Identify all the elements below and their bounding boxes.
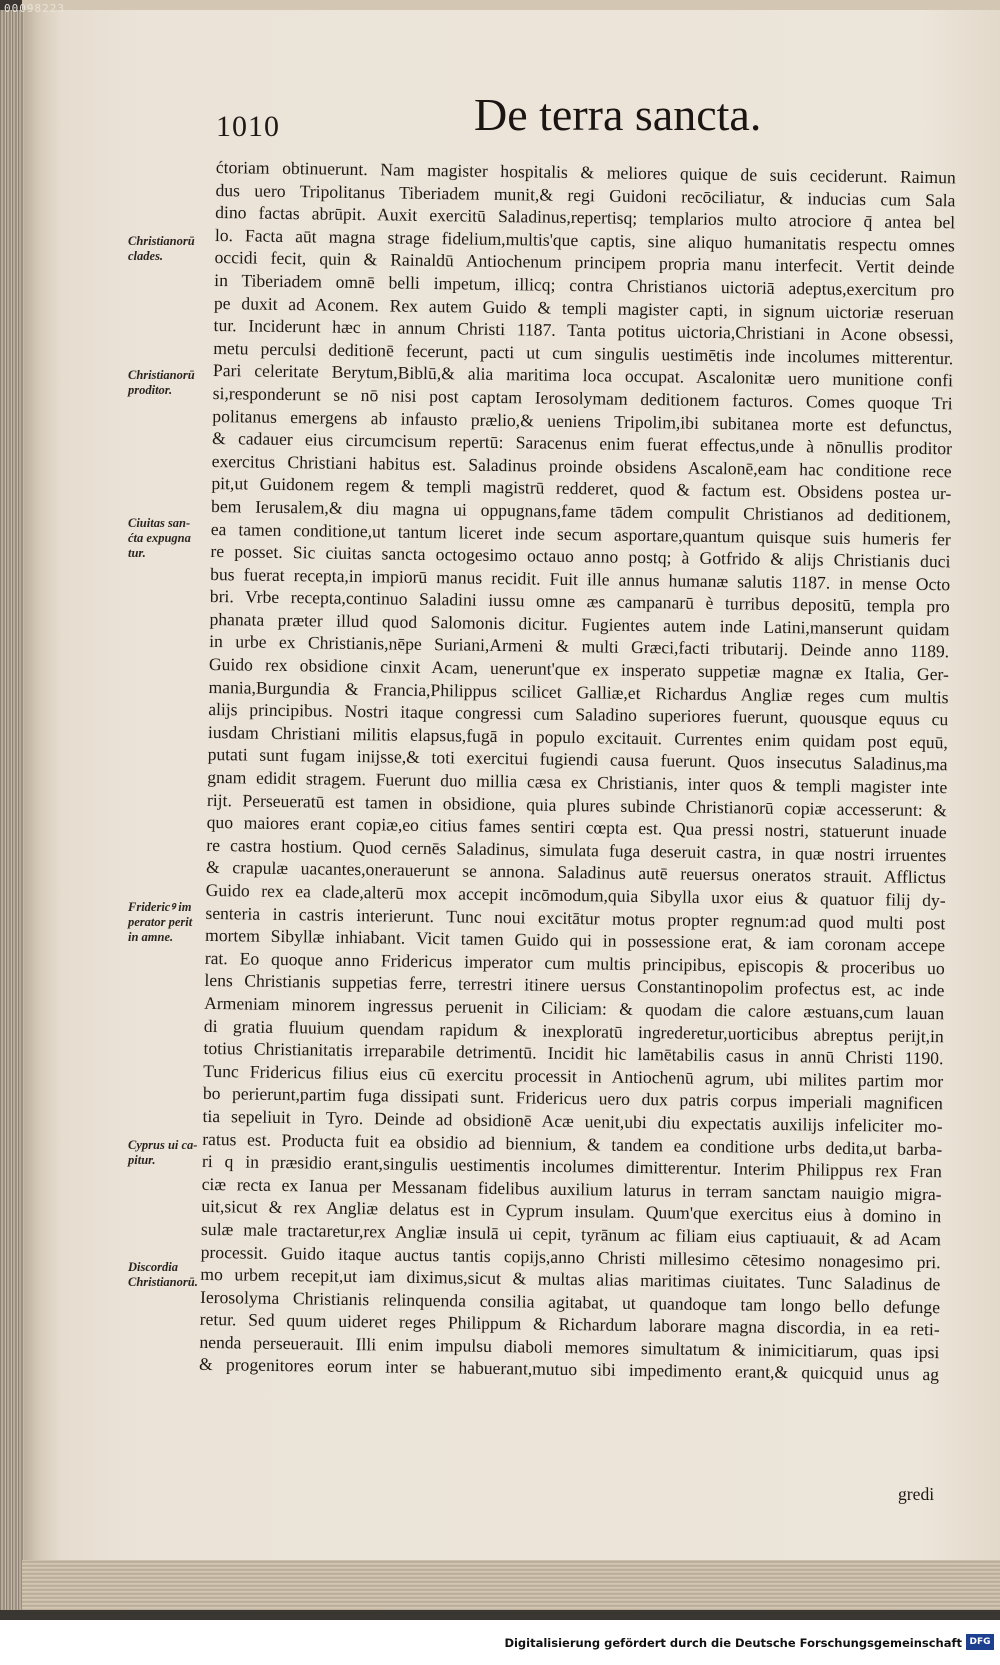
text-line: Tunc Fridericus filius eius cū exercitu processit in Antiochenū agrum, ubi milites partim mor xyxy=(203,1060,944,1091)
text-line: mania,Burgundia & Francia,Philippus scilicet Galliæ,et Richardus Angliæ reges cum multis xyxy=(208,676,949,707)
text-line: in Tiberiadem omnē belli impetum, illicq; contra Christianos uictoriā adeptus,exercitum pro xyxy=(214,269,955,301)
text-line: & crapulæ uacantes,onerauerunt se annona. Saladinus autē reuersus oneratos strauit. Afflictus xyxy=(205,857,947,888)
text-line: mo urbem recepit,ut iam diximus,sicut & multas alias maritimas ciuitates. Tunc Saladinus de xyxy=(200,1263,941,1295)
margin-note: Ciuitas san- ćta expugna tur. xyxy=(128,516,191,560)
text-line: mortem Sibyllæ inhiabant. Vicit tamen Guido qui in possessione erat, & iam coronam accepe xyxy=(204,925,946,956)
text-line: rijt. Perseueratū est tamen in obsidione, quia plures subinde Christianorū copiæ accesserunt: & xyxy=(206,789,948,820)
text-line: processit. Guido itaque auctus tantis copijs,anno Christi millesimo cētesimo nonagesimo pri. xyxy=(200,1241,941,1272)
text-line: ratus est. Producta fuit ea obsidio ad biennium, & tandem ea conditione urbs dedita,ut barba- xyxy=(202,1128,943,1159)
text-line: senteria in castris interierunt. Tunc noui excitātur motus propter regnum:ad quod multi post xyxy=(205,902,946,933)
text-line: & progenitores eorum inter se habuerant,mutuo sibi impedimento erant,& quicquid unus ag xyxy=(198,1354,940,1385)
text-line: lo. Facta aūt magna strage fidelium,multis'que captis, sine aliquo humanitatis respectu omnes xyxy=(214,224,955,256)
text-line: phanata præter illud quod Salomonis dicitur. Fugientes autem inde Latini,manserunt quidam xyxy=(209,608,950,640)
margin-note: Discordia Christianorū. xyxy=(128,1260,198,1289)
page-header xyxy=(216,88,936,158)
footer-bar xyxy=(0,1620,1000,1665)
text-line: metu perculsi deditionē fecerunt, pacti ut cum singulis uestimētis inde incolumes mitterentur. xyxy=(213,337,954,369)
text-line: sulæ male tractaretur,rex Angliæ insulā ui cepit, tyrānum ac filiam eius captiuauit, & ad Acam xyxy=(200,1218,942,1250)
text-line: bus fuerat recepta,in impiorū manus recidit. Fuit ille annus humanæ salutis 1187. in mense Octo xyxy=(210,563,951,594)
footer-credit: Digitalisierung gefördert durch die Deutsche Forschungsgemeinschaft xyxy=(504,1636,962,1650)
text-line: Guido rex ea clade,alterū mox accepit incōmodum,quia Sibylla uxor eius & quatuor filij dy- xyxy=(205,879,946,911)
text-line: tur. Inciderunt hæc in annum Christi 1187. Tanta potitus uictoria,Christiani in Acone obsessi, xyxy=(213,315,954,346)
text-line: dus uero Tripolitanus Tiberiadem munit,& regi Guidoni recōciliatur, & inducias cum Sala xyxy=(215,179,956,210)
text-line: nenda perseuerauit. Illi enim impulsu diaboli memores simultatum & inimicitiarum, quas ipsi xyxy=(199,1331,940,1363)
text-line: ea tamen conditione,ut tantum liceret inde secum asportare,quantum quisque suis humeris fer xyxy=(210,518,951,549)
text-line: si,responderunt se nō nisi post captam Ierosolymam deditionem facturos. Comes quoque Tri xyxy=(212,382,953,414)
text-line: ćtoriam obtinuerunt. Nam magister hospitalis & meliores quique de suis ceciderunt. Raimun xyxy=(215,156,956,188)
text-line: ciæ recta ex Ianua per Messanam fidelibus auxilium laturus in terram sanctam nauigio migra- xyxy=(201,1173,942,1204)
scan-id: 00098223 xyxy=(4,2,65,15)
text-line: alijs principibus. Nostri itaque congressi cum Saladino superiores fuerunt, quousque equus cu xyxy=(208,699,949,730)
text-line: pit,ut Guidonem regem & templi magistrū redderet, quod & factum est. Obsidens postea ur- xyxy=(211,473,952,504)
text-line: bo perierunt,partim fuga dissipati sunt. Fridericus uero dux patris corpus imperiali magnificen xyxy=(202,1083,943,1114)
margin-note: Fridericꝰ im perator perit in amne. xyxy=(128,900,193,944)
text-line: putati sunt fugam inijsse,& toti exercitui fugiendi causa fuerunt. Quos insecutus Saladinus,ma xyxy=(207,744,948,775)
running-title: De terra sancta. xyxy=(474,89,762,140)
text-line: iusdam Christiani militis elapsus,fugā in populo excitauit. Currentes enim quidam post equū, xyxy=(207,721,949,753)
text-line: Armeniam minorem ingressus peruenit in Ciliciam: & quodam die calore æstuans,cum lauan xyxy=(204,992,945,1024)
text-line: re castra hostium. Quod cernēs Saladinus, simulata fuga deseruit castra, in quæ nostri irruentes xyxy=(206,834,947,866)
page-number: 1010 xyxy=(216,110,280,143)
text-line: dino factas abrūpit. Auxit exercitū Saladinus,repertisq; templarios multo atrociore q̄ antea bel xyxy=(215,202,956,233)
text-line: uit,sicut & rex Angliæ delatus est in Cyprum insulam. Quum'que exercitus eius à domino in xyxy=(201,1196,942,1227)
text-line: ri q in præsidio erant,singulis uestimentis incolumes dimitterentur. Interim Philippus rex Fran xyxy=(201,1151,943,1182)
margin-note: Christianorū proditor. xyxy=(128,368,195,397)
text-line: & cadauer eius circumcisum repertū: Saracenus enim fuerat effectus,unde à nōnullis proditor xyxy=(211,428,953,459)
margin-note: Christianorū clades. xyxy=(128,234,195,263)
text-line: politanus emergens ab infausto prælio,& ueniens Tripolim,ibi subitanea morte est defunctus, xyxy=(212,405,953,436)
text-line: pe duxit ad Aconem. Rex autem Guido & templi magister capti, in signum uictoriæ reseruan xyxy=(213,292,955,323)
body-text xyxy=(199,156,956,1386)
text-line: bem Ierusalem,& diu magna ui oppugnans,fame tādem compulit Christianos ad deditionem, xyxy=(210,495,952,527)
text-line: in urbe ex Christianis,nēpe Suriani,Armeni & multi Græci,facti tributarij. Deinde anno 1189. xyxy=(209,631,950,662)
text-line: tia sepeliuit in Tyro. Deinde ad obsidionē Acæ uenit,ubi diu expectatis auxilijs infeliciter mo- xyxy=(202,1105,943,1137)
page-bottom-edge xyxy=(22,1560,1000,1610)
text-line: lens Christianis suppetias ferre, terrestri itinere uersus Constantinopolim profectus est, ac inde xyxy=(204,970,945,1001)
text-line: re posset. Sic ciuitas sancta octogesimo octauo anno postq; à Gotfrido & alijs Christianis duci xyxy=(210,541,951,572)
text-line: occidi fecit, quin & Rainaldū Antiochenum principem propria manu interfecit. Vertit deinde xyxy=(214,247,955,278)
text-line: rat. Eo quoque anno Fridericus imperator cum multis principibus, episcopis & proceribus uo xyxy=(204,947,945,979)
text-line: totius Christianitatis irreparabile detrimentū. Incidit hic lamētabilis casus in annū Christi 1190. xyxy=(203,1038,944,1069)
book-spine xyxy=(0,10,24,1610)
text-line: Pari celeritate Berytum,Biblū,& alia maritima loca occupat. Ascalonitæ uero munitione confi xyxy=(212,360,954,391)
text-line: exercitus Christiani habitus est. Saladinus proinde obsidens Ascalonē,eam hac conditione rece xyxy=(211,450,952,482)
text-line: retur. Sed quum uideret reges Philippum & Richardum laborare magna discordia, in ea reti- xyxy=(199,1309,940,1340)
margin-note: Cyprus ui ca- pitur. xyxy=(128,1138,198,1167)
text-line: gnam edidit stragem. Fuerunt duo millia cæsa ex Christianis, inter quos & templi magister inte xyxy=(207,766,948,798)
text-line: quo maiores erant copiæ,eo citius fames sentiri cœpta est. Qua pressi nostri, statuerunt inuade xyxy=(206,812,947,843)
catchword: gredi xyxy=(898,1484,935,1504)
text-line: Guido rex obsidione cinxit Acam, uenerunt'que ex insperato suppetiæ magnæ ex Italia, Ger- xyxy=(208,654,949,685)
text-line: di gratia fluuium quendam rapidum & inexploratū ingrederetur,uorticibus abreptus perijt,in xyxy=(203,1015,944,1046)
text-line: Ierosolyma Christianis relinquenda consilia agitabat, ut quandoque tam longo bello defunge xyxy=(199,1286,941,1317)
text-line: bri. Vrbe recepta,continuo Saladini iussu omne æs campanarū è turribus depositū, templa pro xyxy=(209,586,950,617)
dfg-logo-icon: DFG xyxy=(966,1634,994,1650)
